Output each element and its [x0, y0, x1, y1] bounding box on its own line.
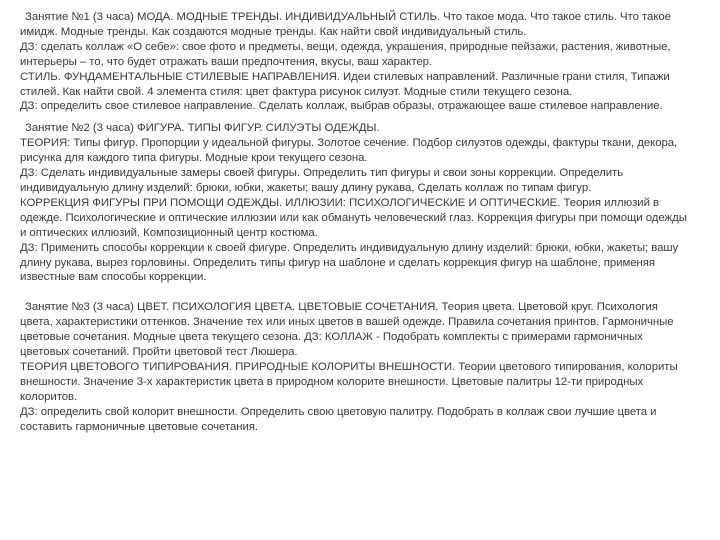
- lesson-2-homework-2: ДЗ: Применить способы коррекции к своей фигуре. Определить индивидуальную длину изделий: брюки, юбки, жакеты; вашу длину рукава, вырез горловины. Определить типы фигур на шаблоне и сделать коррекция фигур на шаблоне, применяя известные вам способы коррекции.: [20, 241, 679, 284]
- lesson-3-homework: ДЗ: определить свой колорит внешности. Определить свою цветовую палитру. Подобрать в коллаж свои лучшие цвета и составить гармоничные цветовые сочетания.: [20, 405, 657, 433]
- document-page: [20, 10, 690, 434]
- lesson-2-section: [20, 121, 690, 285]
- lesson-1-heading-paragraph: Занятие №1 (3 часа) МОДА. МОДНЫЕ ТРЕНДЫ. ИНДИВИДУАЛЬНЫЙ СТИЛЬ. Что такое мода. Что такое стиль. Что такое имидж. Модные тренды. Как создаются модные тренды. Как найти свой индивидуальный стиль.: [20, 11, 671, 38]
- lesson-3-heading-paragraph: Занятие №3 (3 часа) ЦВЕТ. ПСИХОЛОГИЯ ЦВЕТА. ЦВЕТОВЫЕ СОЧЕТАНИЯ. Теория цвета. Цветовой круг. Психология цвета, характеристики оттенков. Значение тех или иных цветов в вашей одежде. Правила сочетания принтов. Гармоничные цветовые сочетания. Модные цвета текущего сезона. ДЗ: КОЛЛАЖ - Подобрать комплекты с примерами гармоничных цветовых сочетаний. Пройти цветовой тест Люшера.: [20, 301, 674, 359]
- lesson-2-heading: Занятие №2 (3 часа) ФИГУРА. ТИПЫ ФИГУР. СИЛУЭТЫ ОДЕЖДЫ.: [25, 122, 380, 135]
- lesson-1-style-paragraph: СТИЛЬ. ФУНДАМЕНТАЛЬНЫЕ СТИЛЕВЫЕ НАПРАВЛЕНИЯ. Идеи стилевых направлений. Различные грани стиля, Типажи стилей. Как найти свой. 4 элемента стиля: цвет фактура рисунок силуэт. Модные стили текущего сезона.: [20, 70, 670, 98]
- lesson-2-theory-paragraph: ТЕОРИЯ: Типы фигур. Пропорции у идеальной фигуры. Золотое сечение. Подбор силуэтов одежды, фактуры ткани, декора, рисунка для каждого типа фигуры. Модные крои текущего сезона.: [20, 137, 678, 165]
- lesson-2-correction-paragraph: КОРРЕКЦИЯ ФИГУРЫ ПРИ ПОМОЩИ ОДЕЖДЫ. ИЛЛЮЗИИ: ПСИХОЛОГИЧЕСКИЕ И ОПТИЧЕСКИЕ. Теория иллюзий в одежде. Психологические и оптические иллюзии или как обмануть человеческий глаз. Коррекция фигуры при помощи одежды и оптических иллюзий. Композиционный центр костюма.: [20, 196, 687, 239]
- lesson-3-color-typing-paragraph: ТЕОРИЯ ЦВЕТОВОГО ТИПИРОВАНИЯ. ПРИРОДНЫЕ КОЛОРИТЫ ВНЕШНОСТИ. Теории цветового типирования, колориты внешности. Значение 3-х характеристик цвета в природном колорите внешности. Цветовые палитры 12-ти природных колоритов.: [20, 360, 678, 403]
- lesson-3-section: [20, 300, 690, 434]
- lesson-2-homework-1: ДЗ: Сделать индивидуальные замеры своей фигуры. Определить тип фигуры и свои зоны коррекции. Определить индивидуальную длину изделий: брюки, юбки, жакеты; вашу длину рукава, Сделать коллаж по типам фигур.: [20, 167, 624, 194]
- lesson-1-section: [20, 10, 690, 114]
- lesson-1-homework-1: ДЗ: сделать коллаж «О себе»: свое фото и предметы, вещи, одежда, украшения, природные пейзажи, растения, животные, интерьеры – то, что будет отражать ваши предпочтения, вкусы, ваш характер.: [20, 40, 671, 68]
- lesson-1-homework-2: ДЗ: определить свое стилевое направление. Сделать коллаж, выбрав образы, отражающее ваше стилевое направление.: [20, 100, 663, 113]
